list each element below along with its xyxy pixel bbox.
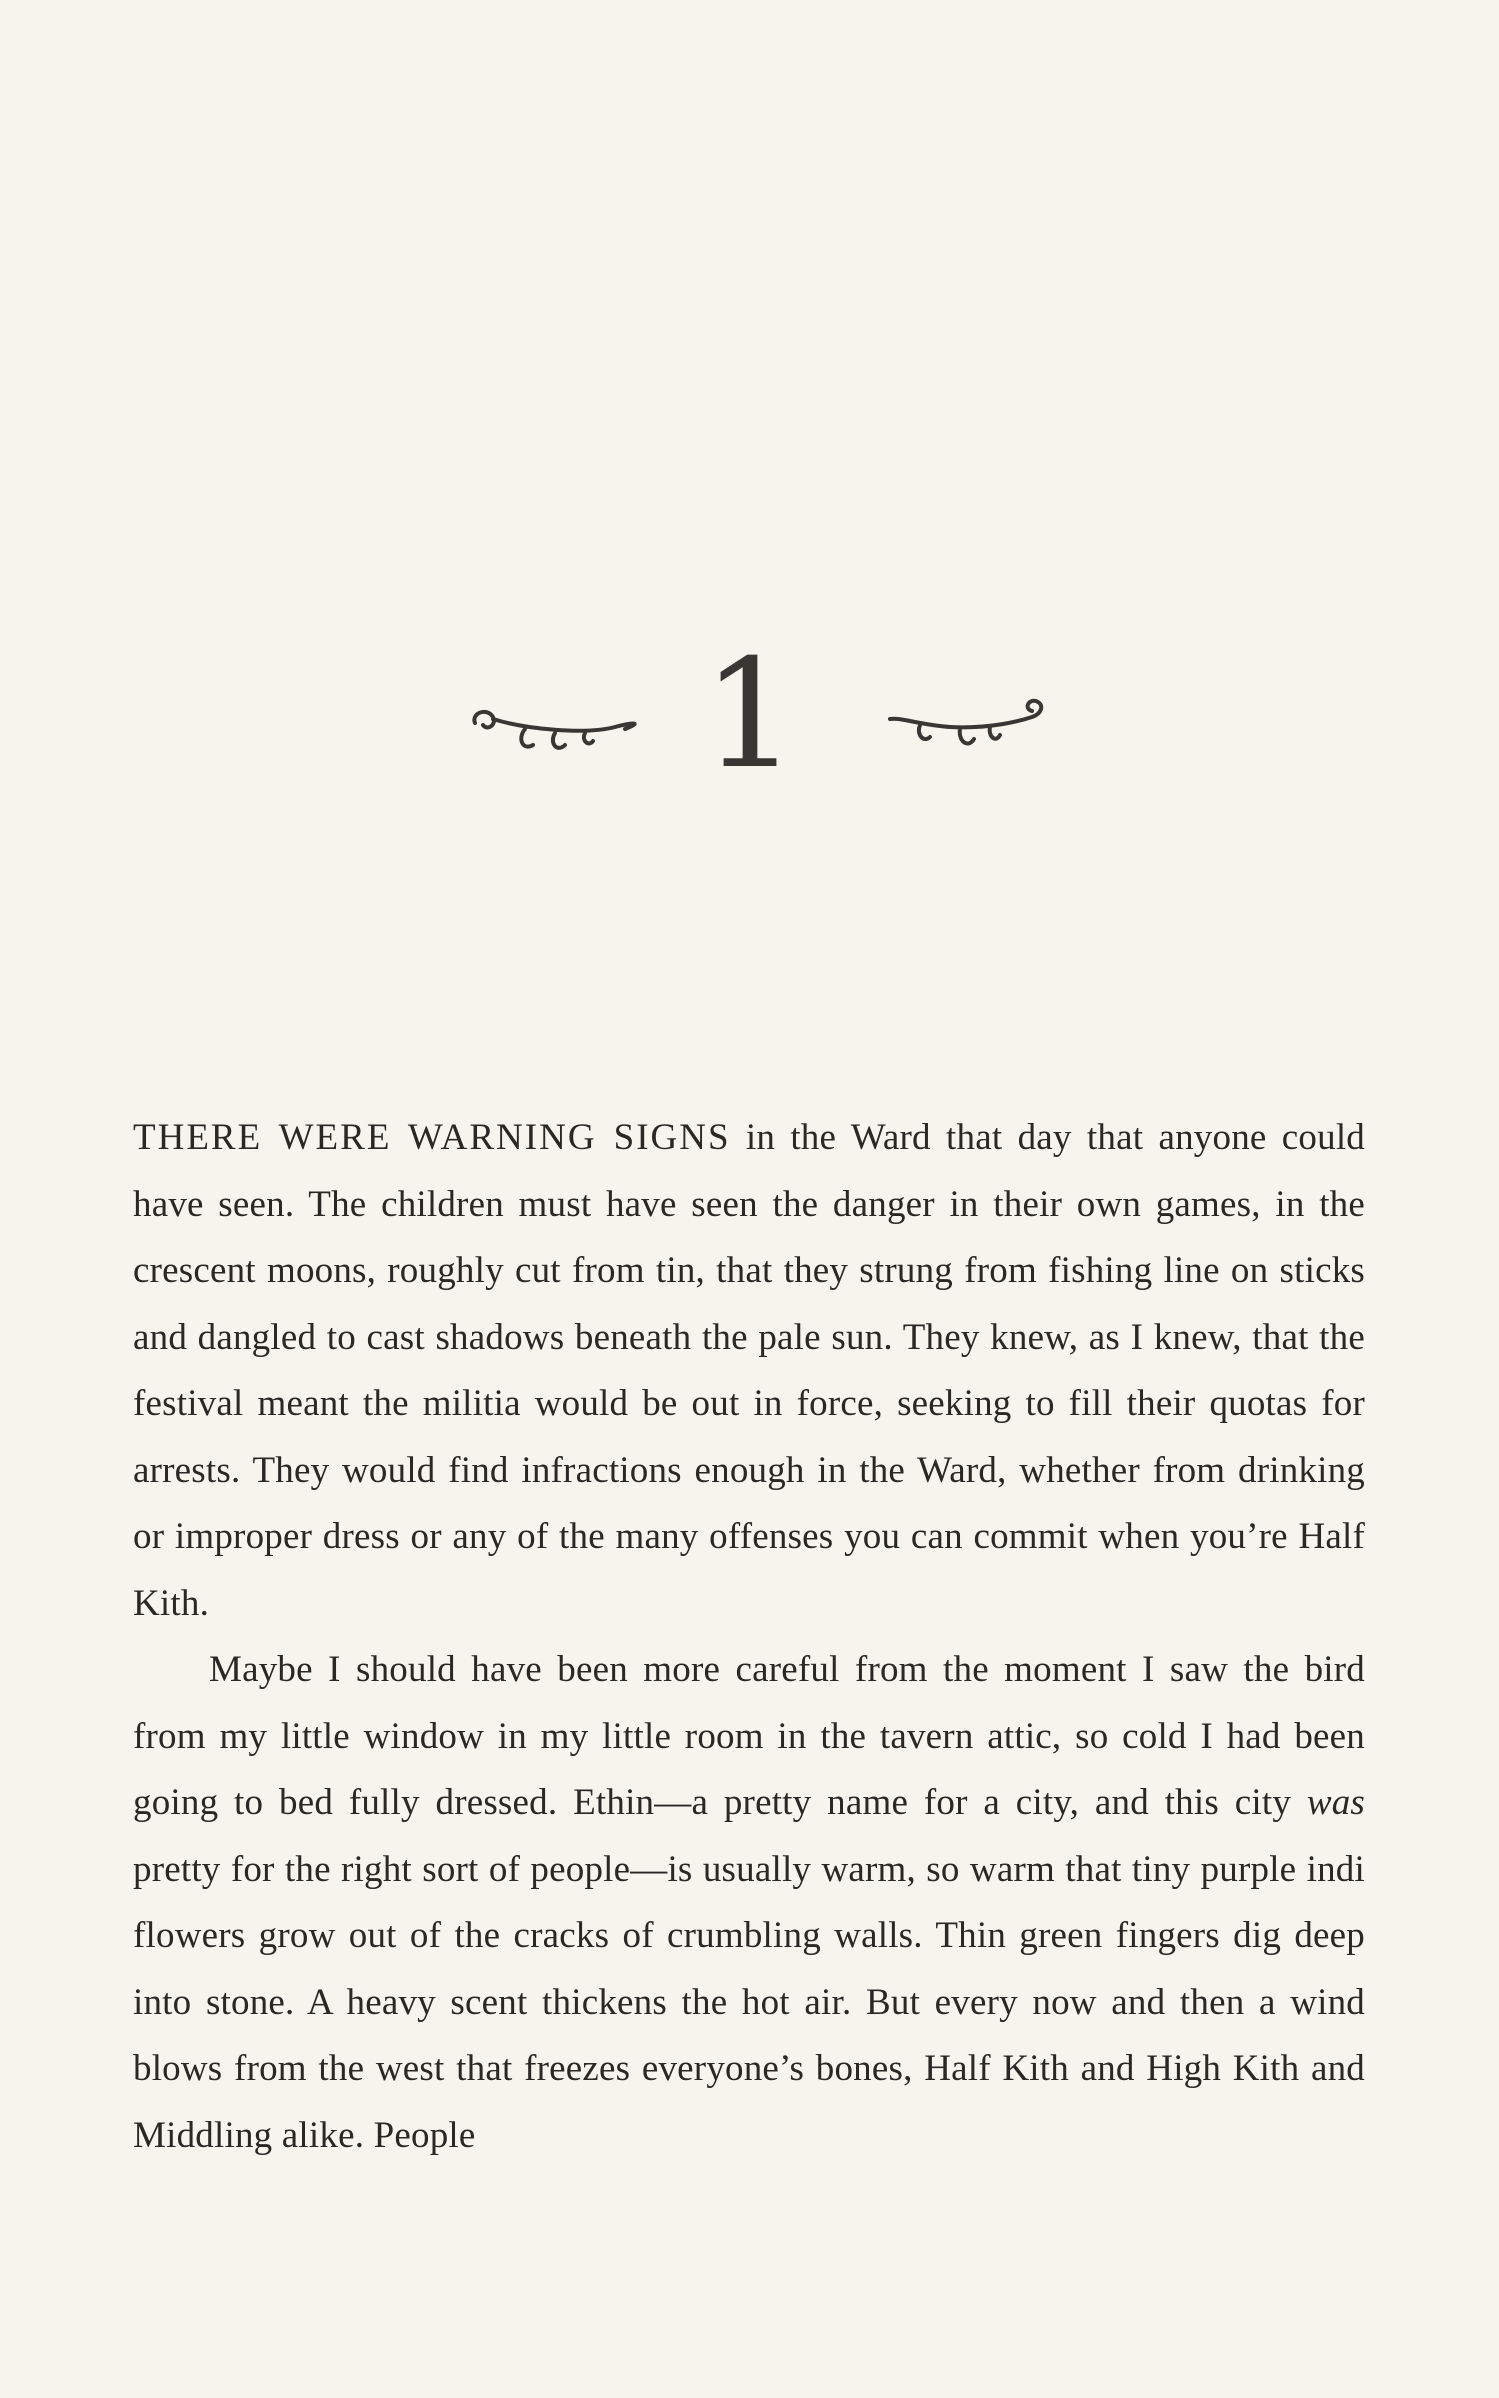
paragraph-1-text: in the Ward that day that anyone could have seen. The children must have seen the danger in their own games, in the crescent moons, roughly cut from tin, that they strung from fishing line on sticks and dangled to cast shadows beneath the pale sun. They knew, as I knew, that the festival meant the militia would be out in force, seeking to fill their quotas for arrests. They would find infractions enough in the Ward, whether from drinking or improper dress or any of the many offenses you can commit when you’re Half Kith. — [133, 1117, 1366, 1624]
right-flourish-ornament — [860, 695, 1060, 765]
paragraph-2-text-start: Maybe I should have been more careful from the moment I saw the bird from my little window in my little room in the tavern attic, so cold I had been going to bed fully dressed. Ethin—a pretty name for a city, and this city — [133, 1649, 1365, 1823]
chapter-number: 1 — [702, 628, 798, 802]
chapter-heading — [0, 628, 1499, 802]
italic-word: was — [1306, 1782, 1365, 1823]
opening-small-caps: THERE WERE WARNING SIGNS — [133, 1117, 731, 1158]
paragraph-2 — [133, 1637, 1365, 2169]
left-flourish-ornament — [465, 695, 665, 765]
chapter-body-text — [133, 1105, 1365, 2169]
paragraph-1 — [133, 1105, 1365, 1637]
paragraph-2-text-end: pretty for the right sort of people—is usually warm, so warm that tiny purple indi flowers grow out of the cracks of crumbling walls. Thin green fingers dig deep into stone. A heavy scent thickens the hot air. But every now and then a wind blows from the west that freezes everyone’s bones, Half Kith and High Kith and Middling alike. People — [133, 1848, 1365, 2156]
